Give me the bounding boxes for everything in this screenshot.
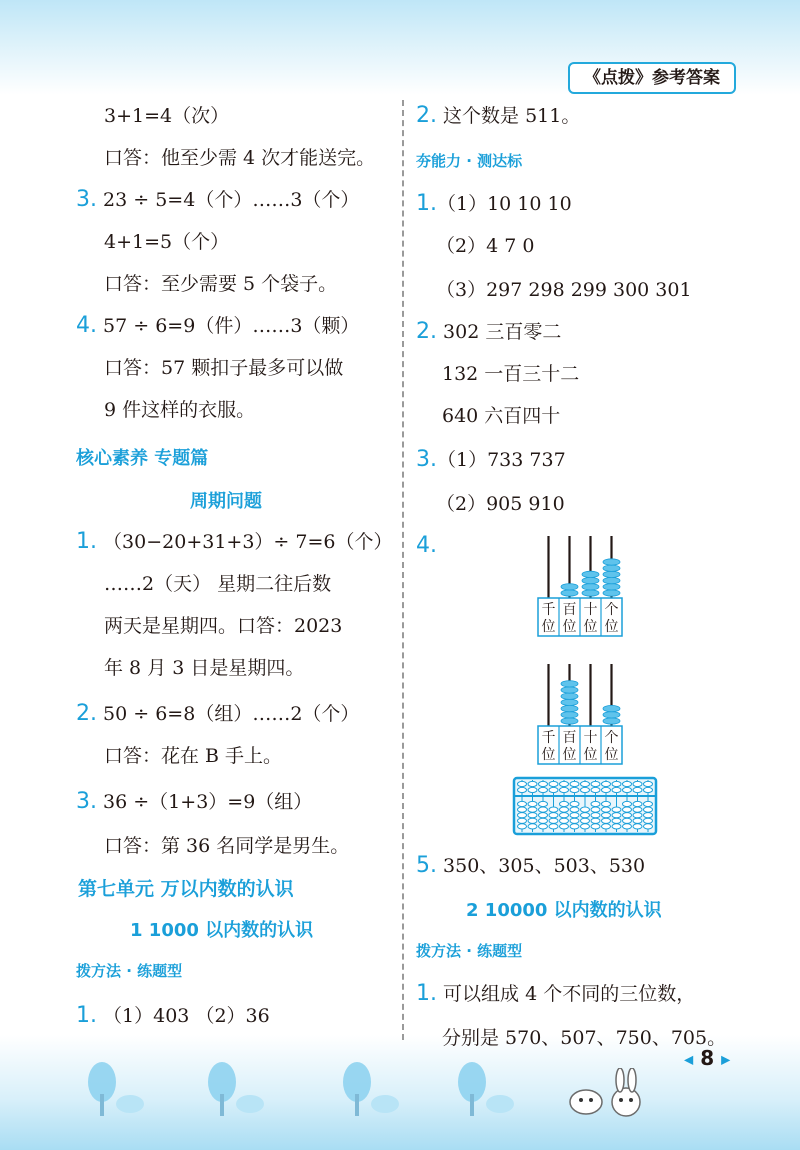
suanpan-bead <box>612 818 621 823</box>
subsection-heading: 1 1000 以内数的认识 <box>130 920 314 941</box>
answer-text: （30−20+31+3）÷ 7=6（个） <box>103 531 393 553</box>
answer-text: 36 ÷（1+3）=9（组） <box>103 791 313 813</box>
suanpan-bead <box>644 801 653 806</box>
abacus-bead <box>603 559 620 565</box>
abacus-bead <box>603 705 620 711</box>
section-heading: 周期问题 <box>190 491 262 512</box>
answer-text: 这个数是 511。 <box>443 105 581 127</box>
answer-text: 23 ÷ 5=4（个）……3（个） <box>103 189 360 211</box>
right-question-2 <box>416 102 580 130</box>
ability-question-2 <box>416 318 561 346</box>
suanpan-bead <box>518 813 527 818</box>
suanpan-bead <box>539 807 548 812</box>
practice-heading: 拨方法 · 练题型 <box>416 942 523 960</box>
period-question-1 <box>76 528 392 556</box>
suanpan-bead <box>528 813 537 818</box>
suanpan-bead <box>602 824 611 829</box>
suanpan-bead <box>644 818 653 823</box>
suanpan-bead <box>539 787 548 792</box>
suanpan-bead <box>612 824 621 829</box>
svg-text:个: 个 <box>604 730 619 746</box>
question-number: 1. <box>76 1003 97 1028</box>
suanpan-bead <box>549 813 558 818</box>
answer-text: 50 ÷ 6=8（组）……2（个） <box>103 703 360 725</box>
answer-line: 口答：至少需要 5 个袋子。 <box>104 273 338 295</box>
svg-text:百: 百 <box>562 730 577 746</box>
question-number: 3. <box>76 187 97 212</box>
answer-text: 可以组成 4 个不同的三位数， <box>443 983 696 1005</box>
answer-line: 口答：第 36 名同学是男生。 <box>104 835 350 857</box>
suanpan-bead <box>623 824 632 829</box>
abacus-bead <box>561 584 578 590</box>
answer-line: 640 六百四十 <box>442 405 561 427</box>
place-label-thousands-1: 千 <box>541 602 556 618</box>
arrow-left-icon: ◀ <box>684 1052 694 1067</box>
svg-text:位: 位 <box>583 747 598 763</box>
abacus-bead <box>603 565 620 571</box>
question-number: 2. <box>416 103 437 128</box>
suanpan-bead <box>539 824 548 829</box>
suanpan-bead <box>528 787 537 792</box>
abacus-bead <box>561 693 578 699</box>
suanpan-bead <box>581 807 590 812</box>
page-number <box>684 1046 730 1070</box>
abacus-bead <box>603 584 620 590</box>
answer-line: 年 8 月 3 日是星期四。 <box>104 657 305 679</box>
suanpan-bead <box>633 801 642 806</box>
suanpan-bead <box>581 781 590 786</box>
question-number: 3. <box>76 789 97 814</box>
answer-line: 口答：57 颗扣子最多可以做 <box>104 357 344 379</box>
question-number: 3. <box>416 447 437 472</box>
ability-heading: 夯能力 · 测达标 <box>416 152 523 170</box>
ability-question-4 <box>416 532 437 560</box>
suanpan-bead <box>644 824 653 829</box>
answer-line: 两天是星期四。口答：2023 <box>104 615 343 637</box>
question-number: 1. <box>416 191 437 216</box>
suanpan-bead <box>528 818 537 823</box>
place-label-ones-2: 位 <box>604 619 619 635</box>
suanpan-bead <box>623 781 632 786</box>
suanpan-bead <box>633 787 642 792</box>
suanpan-bead <box>581 818 590 823</box>
header-title: 《点拨》参考答案 <box>568 62 736 94</box>
suanpan-bead <box>570 824 579 829</box>
question-4 <box>76 312 359 340</box>
suanpan-bead <box>560 787 569 792</box>
answer-text: （1）10 10 10 <box>437 193 572 215</box>
period-question-3 <box>76 788 312 816</box>
suanpan-bead <box>633 781 642 786</box>
svg-text:位: 位 <box>562 747 577 763</box>
suanpan-bead <box>570 813 579 818</box>
suanpan-bead <box>591 787 600 792</box>
abacus-place-labels <box>538 598 622 636</box>
suanpan-bead <box>644 787 653 792</box>
column-divider <box>402 100 404 1040</box>
answer-line: 4+1=5（个） <box>104 231 230 253</box>
abacus-bead <box>561 590 578 596</box>
place-label-tens-2: 位 <box>583 619 598 635</box>
svg-text:位: 位 <box>541 747 556 763</box>
suanpan-bead <box>633 813 642 818</box>
abacus-figure-bottom <box>530 660 630 768</box>
suanpan-bead <box>623 813 632 818</box>
arrow-right-icon: ▶ <box>721 1052 731 1067</box>
suanpan-bead <box>602 813 611 818</box>
suanpan-bead <box>528 781 537 786</box>
suanpan-bead <box>612 807 621 812</box>
abacus-bead <box>582 577 599 583</box>
answer-line: 口答：他至少需 4 次才能送完。 <box>104 147 376 169</box>
suanpan-bead <box>560 807 569 812</box>
answer-line: 132 一百三十二 <box>442 363 580 385</box>
suanpan-bead <box>633 807 642 812</box>
suanpan-bead <box>518 818 527 823</box>
abacus-bead <box>603 718 620 724</box>
place-label-thousands-2: 位 <box>541 619 556 635</box>
suanpan-bead <box>560 781 569 786</box>
suanpan-bead <box>612 787 621 792</box>
suanpan-bead <box>602 781 611 786</box>
answer-text: 57 ÷ 6=9（件）……3（颗） <box>103 315 360 337</box>
suanpan-bead <box>612 781 621 786</box>
abacus-place-labels <box>538 726 622 764</box>
subsection-heading: 2 10000 以内数的认识 <box>466 900 662 921</box>
question-number: 4. <box>416 533 437 558</box>
question-number: 1. <box>416 981 437 1006</box>
abacus-figure-top <box>530 532 630 640</box>
suanpan-bead <box>644 781 653 786</box>
suanpan-bead <box>560 813 569 818</box>
answer-line: （2）4 7 0 <box>436 235 535 257</box>
abacus-rods <box>549 664 621 726</box>
abacus-bead <box>603 571 620 577</box>
suanpan-bead <box>570 807 579 812</box>
suanpan-bead <box>570 781 579 786</box>
suanpan-bead <box>518 801 527 806</box>
svg-text:十: 十 <box>583 730 598 746</box>
abacus-bead <box>561 699 578 705</box>
svg-text:位: 位 <box>604 747 619 763</box>
answer-text: （1）403 （2）36 <box>103 1005 270 1027</box>
question-number: 5. <box>416 853 437 878</box>
abacus-bead <box>582 571 599 577</box>
suanpan-bead <box>623 807 632 812</box>
place-label-hundreds-2: 位 <box>562 619 577 635</box>
suanpan-bead <box>581 787 590 792</box>
suanpan-bead <box>560 801 569 806</box>
question-number: 2. <box>76 701 97 726</box>
suanpan-bead <box>612 813 621 818</box>
suanpan-bead <box>570 787 579 792</box>
suanpan-bead <box>581 824 590 829</box>
suanpan-bead <box>602 801 611 806</box>
abacus-bead <box>582 584 599 590</box>
place-label-hundreds-1: 百 <box>562 602 577 618</box>
suanpan-bead <box>591 801 600 806</box>
suanpan-bead <box>539 801 548 806</box>
ability-question-1 <box>416 190 572 218</box>
suanpan-bead <box>581 813 590 818</box>
suanpan-bead <box>539 813 548 818</box>
suanpan-bead <box>518 781 527 786</box>
abacus-bead <box>603 577 620 583</box>
tree-decoration-icon <box>335 1060 415 1120</box>
practice-question-1 <box>76 1002 270 1030</box>
answer-line: 3+1=4（次） <box>104 105 230 127</box>
suanpan-bead <box>518 807 527 812</box>
suanpan-bead <box>591 813 600 818</box>
abacus-bead <box>561 687 578 693</box>
suanpan-bead <box>591 824 600 829</box>
suanpan-bead <box>528 824 537 829</box>
suanpan-bead <box>623 801 632 806</box>
suanpan-bead <box>560 824 569 829</box>
practice-question-1-right <box>416 980 695 1008</box>
answer-line: （3）297 298 299 300 301 <box>436 279 692 301</box>
abacus-bead <box>561 681 578 687</box>
abacus-bead <box>561 718 578 724</box>
question-number: 2. <box>416 319 437 344</box>
answer-line: 分别是 570、507、750、705。 <box>442 1027 727 1049</box>
answer-text: （1）733 737 <box>437 449 566 471</box>
abacus-bead <box>603 712 620 718</box>
suanpan-bead <box>539 818 548 823</box>
practice-heading: 拨方法 · 练题型 <box>76 962 183 980</box>
suanpan-bead <box>549 824 558 829</box>
suanpan-bead <box>623 787 632 792</box>
suanpan-bead <box>539 781 548 786</box>
answer-text: 302 三百零二 <box>443 321 562 343</box>
suanpan-bead <box>633 818 642 823</box>
suanpan-bead <box>549 781 558 786</box>
suanpan-bead <box>644 807 653 812</box>
suanpan-bead <box>549 807 558 812</box>
suanpan-bead <box>528 807 537 812</box>
answer-line: 口答：花在 B 手上。 <box>104 745 283 767</box>
suanpan-bead <box>518 787 527 792</box>
place-label-ones-1: 个 <box>604 602 619 618</box>
abacus-bead <box>582 590 599 596</box>
suanpan-bead <box>591 807 600 812</box>
answer-text: 350、305、503、530 <box>443 855 646 877</box>
period-question-2 <box>76 700 359 728</box>
abacus-bead <box>561 705 578 711</box>
question-number: 4. <box>76 313 97 338</box>
suanpan-bead <box>602 807 611 812</box>
suanpan-bead <box>549 818 558 823</box>
suanpan-bead <box>570 818 579 823</box>
suanpan-bead <box>591 818 600 823</box>
cartoon-animals-icon <box>566 1068 656 1124</box>
abacus-bead <box>561 712 578 718</box>
unit-heading: 第七单元 万以内数的认识 <box>78 878 294 900</box>
suanpan-bead <box>623 818 632 823</box>
suanpan-bead <box>602 818 611 823</box>
suanpan-bead <box>518 824 527 829</box>
page-number-value: 8 <box>700 1046 715 1070</box>
suanpan-bead <box>644 813 653 818</box>
ability-question-5 <box>416 852 645 880</box>
suanpan-bead <box>570 801 579 806</box>
question-number: 1. <box>76 529 97 554</box>
suanpan-bead <box>602 787 611 792</box>
tree-decoration-icon <box>80 1060 160 1120</box>
section-heading: 核心素养 专题篇 <box>76 448 209 469</box>
answer-line: （2）905 910 <box>436 493 565 515</box>
question-3 <box>76 186 359 214</box>
suanpan-bead <box>633 824 642 829</box>
ability-question-3 <box>416 446 566 474</box>
answer-line: 9 件这样的衣服。 <box>104 399 256 421</box>
suanpan-figure <box>512 776 658 836</box>
suanpan-bead <box>560 818 569 823</box>
suanpan-bead <box>591 781 600 786</box>
suanpan-bead <box>549 787 558 792</box>
tree-decoration-icon <box>450 1060 530 1120</box>
place-label-tens-1: 十 <box>583 602 598 618</box>
abacus-rods <box>549 536 621 598</box>
answer-line: ……2（天） 星期二往后数 <box>104 573 332 595</box>
tree-decoration-icon <box>200 1060 280 1120</box>
abacus-bead <box>603 590 620 596</box>
svg-text:千: 千 <box>541 730 556 746</box>
suanpan-bead <box>528 801 537 806</box>
